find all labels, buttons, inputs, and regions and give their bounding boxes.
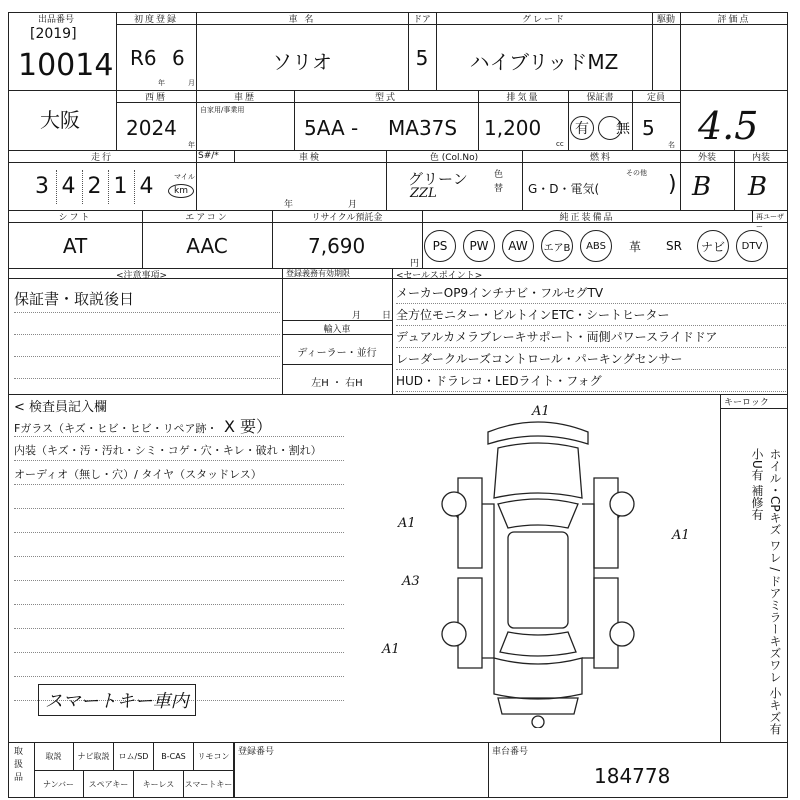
lot-label: 出品番号 <box>38 15 75 25</box>
mileage-digit: 4 <box>134 170 158 204</box>
interior-label: 内装 <box>751 153 770 163</box>
sales-point: レーダークルーズコントロール・パーキングセンサー <box>396 348 786 370</box>
mileage-digit: 2 <box>82 170 106 204</box>
recycle-label: リサイクル預託金 <box>311 213 383 223</box>
displacement: 1,200 <box>484 116 542 140</box>
sales-point: デュアルカメラブレーキサポート・両側パワースライドドア <box>396 326 786 348</box>
mileage-digit: 1 <box>108 170 132 204</box>
mileage-digit: 3 <box>35 174 49 199</box>
fuel-options: G・D・電気( <box>528 182 600 196</box>
caution-label: <注意事項> <box>116 271 168 281</box>
equipment-item: DTV <box>736 230 768 262</box>
sales-points <box>396 282 786 392</box>
glass-note: Fガラス（キズ・ヒビ・ヒビ・リペア跡・ <box>14 422 218 435</box>
car-name-label: 車 名 <box>288 15 316 25</box>
divider <box>752 210 753 222</box>
footer-item: スマートキー <box>184 770 234 798</box>
capacity: 5 <box>642 116 655 140</box>
footer-item: ロム/SD <box>114 742 154 770</box>
mileage-digit: 4 <box>56 170 80 204</box>
note-line <box>14 556 344 557</box>
mileage-label: 走行 <box>90 153 113 163</box>
first-reg-label: 初度登録 <box>133 15 178 25</box>
damage-mark-left-front: A1 <box>398 516 416 531</box>
sales-point: メーカーOP9インチナビ・フルセグTV <box>396 282 786 304</box>
first-reg-era: R6 <box>130 46 157 70</box>
lot-number: 10014 <box>18 48 114 83</box>
doors-label: ドア <box>413 15 431 25</box>
items-row-1 <box>34 742 234 770</box>
displacement-label: 排気量 <box>506 93 540 103</box>
equipment-item: ナビ <box>697 230 729 262</box>
divider <box>720 394 721 742</box>
divider <box>282 364 392 365</box>
shift: AT <box>62 234 88 258</box>
damage-mark-left-door: A3 <box>402 574 420 589</box>
car-name: ソリオ <box>272 50 332 74</box>
note-line <box>14 334 280 335</box>
note-line <box>14 628 344 629</box>
history-sub: 自家用/事業用 <box>200 106 245 114</box>
grade: ハイブリッドMZ <box>469 50 619 74</box>
divider <box>282 320 392 321</box>
damage-mark-right: A1 <box>672 528 690 543</box>
equipment-label: 純正装備品 <box>559 213 615 223</box>
items-label: 取扱品 <box>14 747 24 783</box>
user-label: 再ユーザー <box>756 213 784 231</box>
note-line <box>14 652 344 653</box>
note-line <box>14 532 344 533</box>
first-reg-month: 6 <box>172 46 185 70</box>
equipment-item: PS <box>424 230 456 262</box>
color: グリーン <box>408 170 468 188</box>
score-label: 評価点 <box>717 15 751 25</box>
damage-mark-front: A1 <box>532 404 550 419</box>
divider <box>196 150 197 210</box>
interior: B <box>748 172 768 202</box>
aircon: AAC <box>186 234 228 258</box>
divider <box>488 742 489 798</box>
history-label: 車歴 <box>233 93 256 103</box>
km-unit: km <box>168 184 194 198</box>
chassis-number: 184778 <box>594 764 671 788</box>
note-line <box>14 460 344 461</box>
note-line <box>14 676 344 677</box>
doors: 5 <box>415 46 429 70</box>
note-line <box>14 508 344 509</box>
chassis-label: 車台番号 <box>492 747 529 757</box>
divider <box>8 394 788 395</box>
side-note: ホイル・CPキズ ワレ / ドアミラーキズワレ 小キズ有 小U有 補修有 <box>750 448 782 735</box>
sales-point: 全方位モニター・ビルトインETC・シートヒーター <box>396 304 786 326</box>
damage-mark-left-rear: A1 <box>382 642 400 657</box>
fuel-label: 燃料 <box>589 153 612 163</box>
equipment-item: ABS <box>580 230 612 262</box>
fuel-paren: ) <box>668 172 677 197</box>
footer-item: キーレス <box>134 770 184 798</box>
audio-note: オーディオ（無し・穴）/ タイヤ（スタッドレス） <box>14 468 262 481</box>
grade-label: グレード <box>521 15 566 25</box>
equipment-item: PW <box>463 230 495 262</box>
note-line <box>14 312 280 313</box>
color-code: ZZL <box>410 186 437 201</box>
equipment-item: AW <box>502 230 534 262</box>
steering: 左H ・ 右H <box>311 378 363 389</box>
dealer: ディーラー・並行 <box>297 348 377 359</box>
aircon-label: エアコン <box>185 213 229 223</box>
divider <box>392 268 393 394</box>
exterior: B <box>692 172 712 202</box>
sales-label: <セールスポイント> <box>396 271 483 281</box>
color-label: 色 (Col.No) <box>429 153 479 163</box>
car-diagram <box>418 408 658 728</box>
reg-number-label: 登録番号 <box>238 747 275 757</box>
lot-year: [2019] <box>30 26 77 42</box>
note-line <box>14 436 344 437</box>
note-line <box>14 356 280 357</box>
footer-item: ナンバー <box>34 770 84 798</box>
note-line <box>14 484 344 485</box>
seireki-label: 西暦 <box>144 93 167 103</box>
note-line <box>14 378 280 379</box>
footer-item: ナビ取説 <box>74 742 114 770</box>
shaken-label: S#/* <box>198 151 219 161</box>
model-label: 型式 <box>374 93 397 103</box>
equipment-item: 革 <box>628 239 641 254</box>
equipment-item: SR <box>666 239 682 253</box>
divider <box>720 408 788 409</box>
equipment-item: エアB <box>541 230 573 262</box>
import-label: 輸入車 <box>323 325 351 335</box>
inspection-label: 車検 <box>298 153 321 163</box>
model-prefix: 5AA - <box>304 116 359 140</box>
auction-sheet: 出品番号 [2019] 10014 初度登録 R6 6 年 月 車 名 ソリオ ドア 5 グレード ハイブリッドMZ 駆動 評価点 4.5 大阪 西暦 2024 年 車歴 自家用/事業用 型式 5AA - MA37S 排気量 1,200 cc 保証書 有 無 定員 5 名 走行 3 4 2 1 4 マイル km S#/* 車検 年 月 色 (Col.No) グリーン ZZL 色替 燃料 G・D・電気( その他 ) 外装 B 内装 B シフト AT エアコン AAC リサイクル預託金 7,690 円 純正装備品 再ユーザー PS PW AW エアB ABS 革 SR ナビ DTV <注意事項> 保証書・取説後日 登録義務有効期限 月 日 輸入車 ディーラー・並行 左H ・ 右H <セールスポイント> メーカーOP9インチナビ・フルセグTV 全方位モニター・ビルトインETC・シートヒーター デュアルカメラブレーキサポート・両側パワースライドドア レーダークルーズコントロール・パーキングセンサー HUD・ドラレコ・LEDライト・フォグ キーロック < 検査員記入欄 Fガラス（キズ・ヒビ・ヒビ・リペア跡・ X 要） 内装（キズ・汚・汚れ・シミ・コゲ・穴・キレ・破れ・割れ） オーディオ（無し・穴）/ タイヤ（スタッドレス） スマートキー車内 ホイル・CPキズ ワレ / ドアミラーキズワレ 小キズ有 小U有 補修有 A1 A1 A1 A3 A1 取扱品 取説 ナビ取説 ロム/SD B-CAS リモコン ナンバー スペアキー キーレス スマートキー 登録番号 車台番号 184778 <box>8 12 788 798</box>
items-row-2 <box>34 770 234 798</box>
footer-item: スペアキー <box>84 770 134 798</box>
equipment-list <box>424 228 786 264</box>
drive-label: 駆動 <box>656 15 675 25</box>
keylock-label: キーロック <box>724 398 769 408</box>
inspector-title: < 検査員記入欄 <box>14 400 108 415</box>
sales-point: HUD・ドラレコ・LEDライト・フォグ <box>396 370 786 392</box>
color-change-label: 色替 <box>494 170 504 194</box>
warranty-label: 保証書 <box>586 93 614 103</box>
divider <box>234 742 235 798</box>
seireki: 2024 <box>126 116 177 140</box>
region: 大阪 <box>40 108 80 132</box>
score: 4.5 <box>698 104 759 148</box>
smart-key-note: スマートキー車内 <box>38 684 196 716</box>
exterior-label: 外装 <box>697 153 716 163</box>
footer-item: 取説 <box>34 742 74 770</box>
caution-text: 保証書・取説後日 <box>14 290 135 308</box>
model-code: MA37S <box>388 116 458 140</box>
note-line <box>14 580 344 581</box>
warranty-yes: 有 <box>570 116 594 140</box>
divider <box>680 12 681 150</box>
capacity-label: 定員 <box>646 93 665 103</box>
recycle: 7,690 <box>308 234 366 258</box>
shift-label: シフト <box>58 213 92 223</box>
interior-note: 内装（キズ・汚・汚れ・シミ・コゲ・穴・キレ・破れ・割れ） <box>14 444 322 457</box>
note-line <box>14 604 344 605</box>
registration-label: 登録義務有効期限 <box>286 269 350 278</box>
warranty-no: 無 <box>616 121 630 137</box>
glass-mark: X 要） <box>224 417 273 436</box>
footer-item: B-CAS <box>154 742 194 770</box>
footer-item: リモコン <box>194 742 234 770</box>
